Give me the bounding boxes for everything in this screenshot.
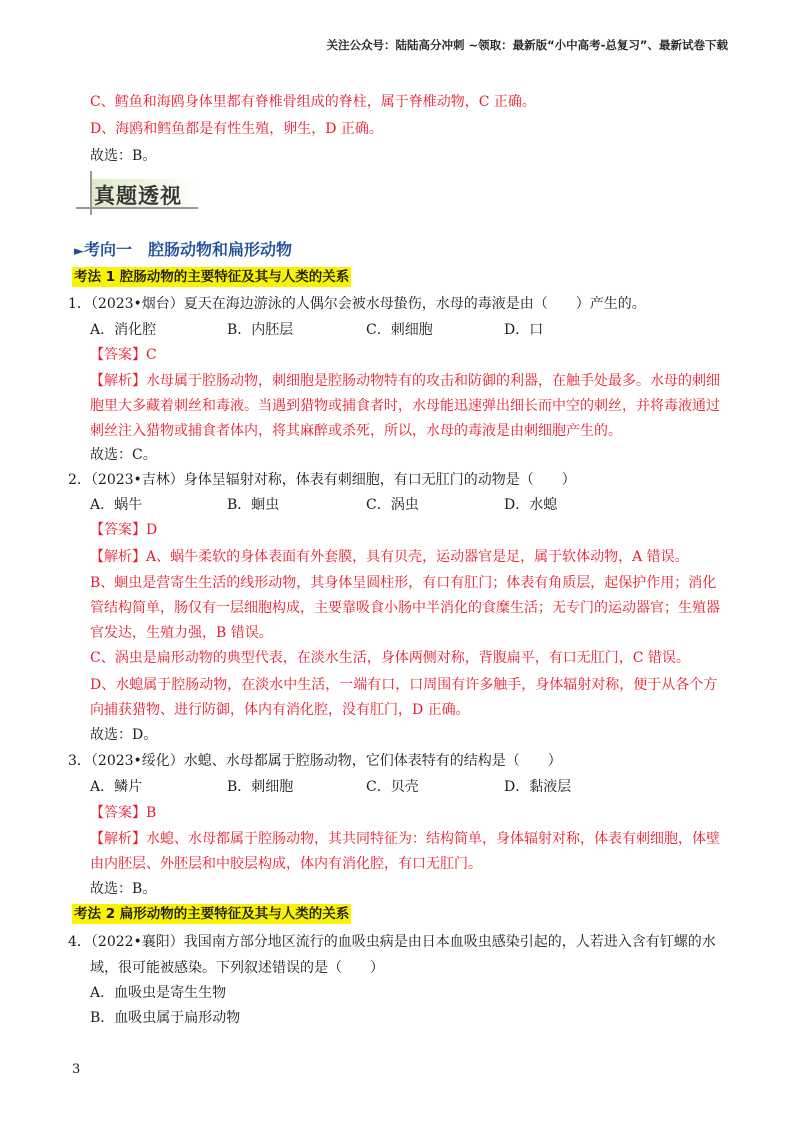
kaofa-2-heading: 考法 2 扁形动物的主要特征及其与人类的关系 <box>74 906 350 922</box>
q3-analysis-line: 【解析】水螅、水母都属于腔肠动物，其共同特征为：结构简单，身体辐射对称，体表有刺细胞，体壁 <box>90 831 720 847</box>
q2-analysis-line: 管结构简单，肠仅有一层细胞构成，主要靠吸食小肠中半消化的食糜生活；无专门的运动器官；生殖器 <box>90 600 720 616</box>
section-banner <box>76 171 198 215</box>
q3-option-c: C．贝壳 <box>366 779 419 795</box>
q2-analysis-line: B、蛔虫是营寄生生活的线形动物，其身体呈圆柱形，有口有肛门；体表有角质层，起保护作用；消化 <box>90 575 717 591</box>
q4-option-b: B．血吸虫属于扁形动物 <box>90 1010 241 1026</box>
q2-option-a: A．蜗牛 <box>90 497 143 513</box>
q3-answer: 【答案】B <box>90 805 157 821</box>
q3-option-a: A．鳞片 <box>90 779 143 795</box>
page-number: 3 <box>72 1062 81 1077</box>
section-heading <box>74 237 292 260</box>
q2-choice: 故选：D。 <box>90 727 158 743</box>
q2-option-c: C．涡虫 <box>366 497 419 513</box>
q1-option-c: C．刺细胞 <box>366 322 433 338</box>
q1-analysis-line: 胞里大多藏着刺丝和毒液。当遇到猎物或捕食者时，水母能迅速弹出细长而中空的刺丝，并将毒液通过 <box>90 398 720 414</box>
q4-option-a: A．血吸虫是寄生生物 <box>90 985 227 1001</box>
q2-analysis-line: 官发达，生殖力强，B 错误。 <box>90 625 273 641</box>
section-title: 考向一 腔肠动物和扁形动物 <box>84 240 293 259</box>
q2-stem: 2．（2023•吉林）身体呈辐射对称，体表有刺细胞，有口无肛门的动物是（ ） <box>68 472 576 488</box>
q2-answer: 【答案】D <box>90 522 158 538</box>
q3-stem: 3．（2023•绥化）水螅、水母都属于腔肠动物，它们体表特有的结构是（ ） <box>68 753 562 769</box>
q3-analysis-line: 由内胚层、外胚层和中胶层构成，体内有消化腔，有口无肛门。 <box>90 856 482 872</box>
q1-option-b: B．内胚层 <box>227 322 294 338</box>
q2-option-b: B．蛔虫 <box>227 497 280 513</box>
q4-stem-line: 4．（2022•襄阳）我国南方部分地区流行的血吸虫病是由日本血吸虫感染引起的，人若进入含有钉螺的水 <box>68 934 716 950</box>
q2-analysis-line: 【解析】A、蜗牛柔软的身体表面有外套膜，具有贝壳，运动器官是足，属于软体动物，A 错误。 <box>90 549 689 565</box>
prev-choice: 故选：B。 <box>90 148 157 164</box>
q1-option-a: A．消化腔 <box>90 322 157 338</box>
q4-stem-line: 域，很可能被感染。下列叙述错误的是（ ） <box>90 960 384 976</box>
banner-title: 真题透视 <box>94 184 182 208</box>
q1-analysis-line: 刺丝注入猎物或捕食者体内，将其麻醉或杀死，所以，水母的毒液是由刺细胞产生的。 <box>90 423 622 439</box>
q3-option-b: B．刺细胞 <box>227 779 294 795</box>
q2-analysis-line: 向捕获猎物、进行防御，体内有消化腔，没有肛门，D 正确。 <box>90 702 470 718</box>
q1-stem: 1．（2023•烟台）夏天在海边游泳的人偶尔会被水母蛰伤，水母的毒液是由（ ）产生的。 <box>68 296 646 312</box>
q3-option-d: D．黏液层 <box>504 779 572 795</box>
triangle-icon: ► <box>74 244 84 259</box>
q1-analysis-line: 【解析】水母属于腔肠动物，刺细胞是腔肠动物特有的攻击和防御的利器，在触手处最多。水母的刺细 <box>90 373 720 389</box>
prev-analysis-line-d: D、海鸥和鳕鱼都是有性生殖，卵生，D 正确。 <box>90 121 383 137</box>
q1-choice: 故选：C。 <box>90 447 157 463</box>
prev-analysis-line-c: C、鳕鱼和海鸥身体里都有脊椎骨组成的脊柱，属于脊椎动物，C 正确。 <box>90 94 536 110</box>
kaofa-1-heading: 考法 1 腔肠动物的主要特征及其与人类的关系 <box>74 269 350 285</box>
page-header: 关注公众号：陆陆高分冲刺 ~领取：最新版“小中高考-总复习”、最新试卷下载 <box>326 38 728 52</box>
q1-answer: 【答案】C <box>90 347 157 363</box>
q1-option-d: D．口 <box>504 322 544 338</box>
q2-analysis-line: D、水螅属于腔肠动物，在淡水中生活，一端有口，口周围有许多触手，身体辐射对称，便于从各个方 <box>90 677 718 693</box>
q2-option-d: D．水螅 <box>504 497 558 513</box>
q3-choice: 故选：B。 <box>90 881 157 897</box>
q2-analysis-line: C、涡虫是扁形动物的典型代表，在淡水生活，身体两侧对称，背腹扁平，有口无肛门，C 错误。 <box>90 650 690 666</box>
